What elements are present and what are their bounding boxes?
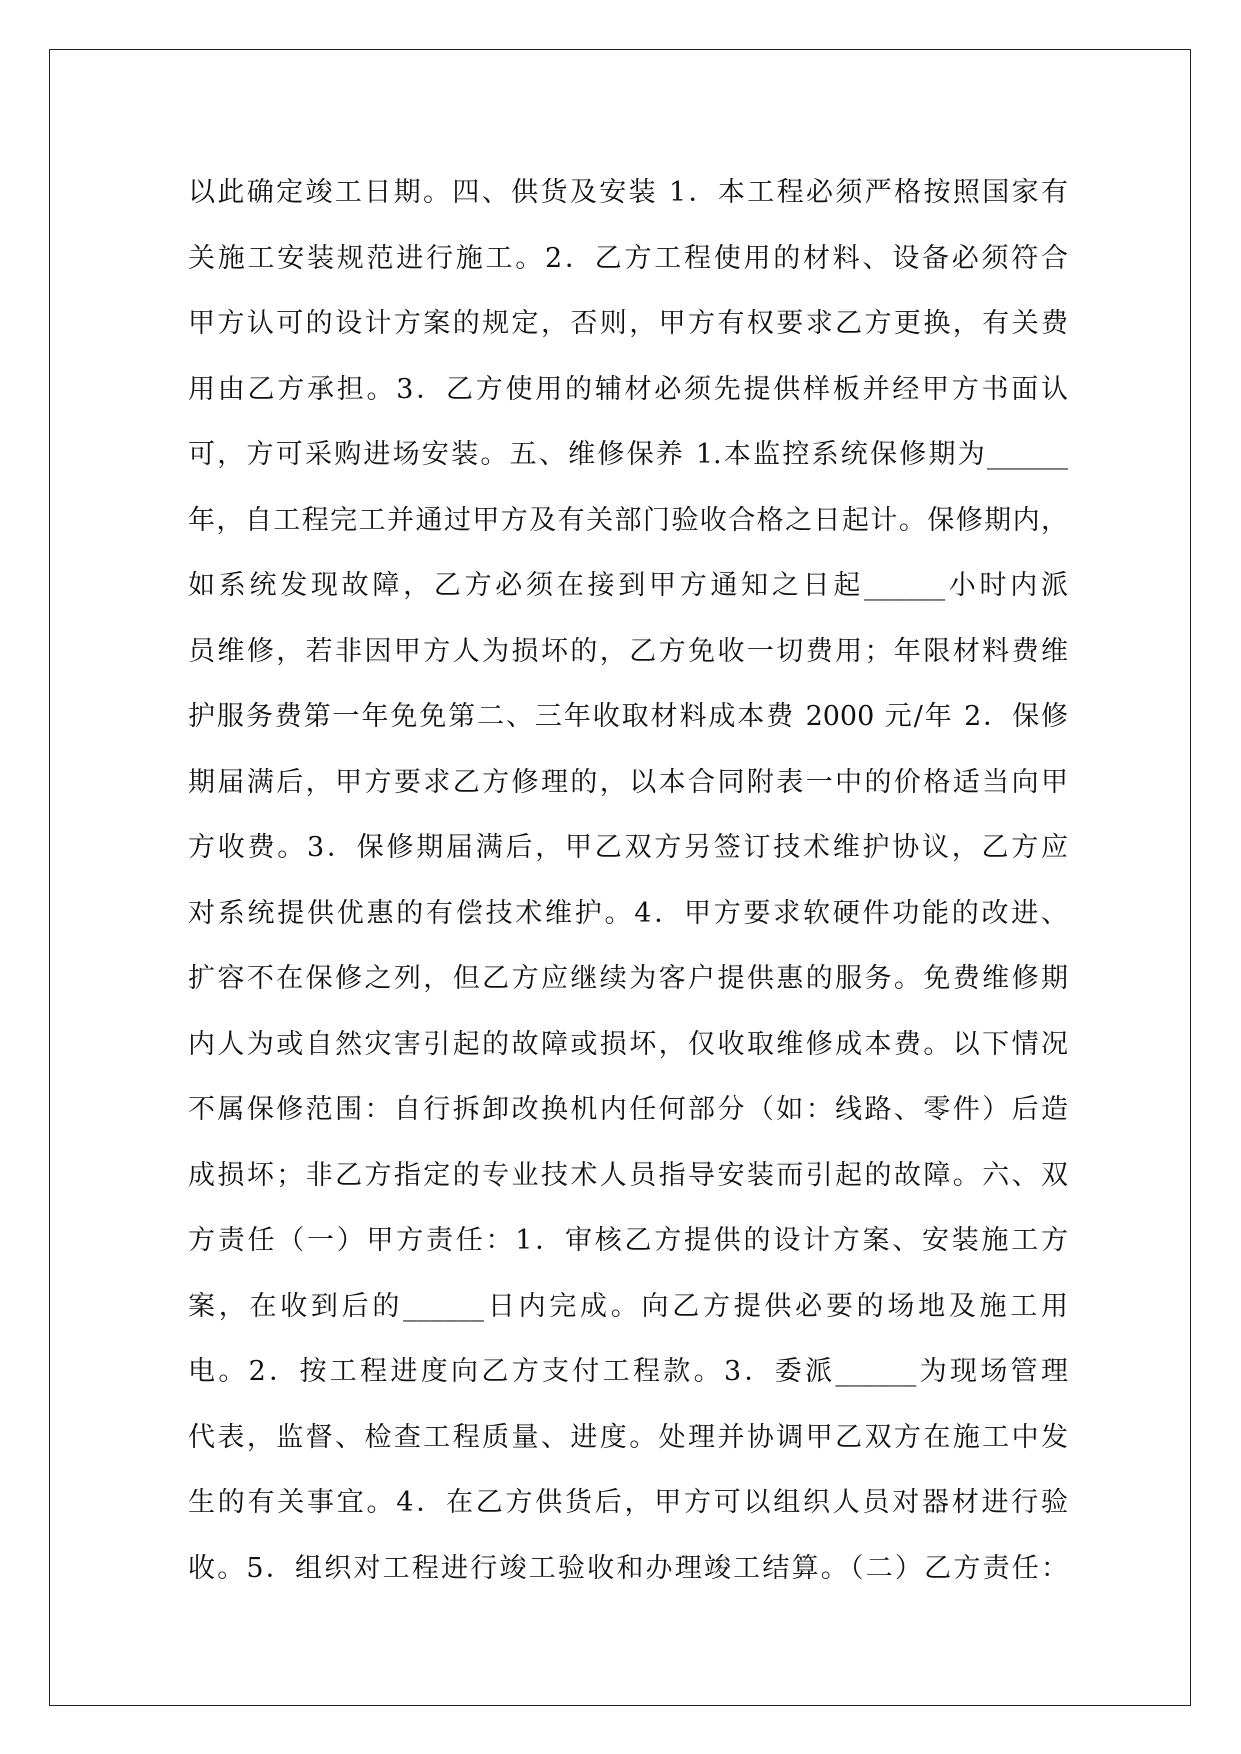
text-line: 案，在收到后的______日内完成。向乙方提供必要的场地及施工用 [188, 1290, 1068, 1322]
text-line: 方收费。3．保修期届满后，甲乙双方另签订技术维护协议，乙方应 [188, 832, 1068, 863]
text-line: 电。2．按工程进度向乙方支付工程款。3．委派______为现场管理 [188, 1356, 1068, 1387]
text-line: 收。5．组织对工程进行竣工验收和办理竣工结算。（二）乙方责任： [188, 1552, 1068, 1584]
text-line: 用由乙方承担。3．乙方使用的辅材必须先提供样板并经甲方书面认 [188, 373, 1068, 405]
text-line: 如系统发现故障，乙方必须在接到甲方通知之日起______小时内派 [188, 570, 1068, 601]
text-line: 关施工安装规范进行施工。2．乙方工程使用的材料、设备必须符合 [188, 242, 1068, 274]
text-line: 可，方可采购进场安装。五、维修保养 1.本监控系统保修期为______ [188, 439, 1068, 470]
text-line: 期届满后，甲方要求乙方修理的，以本合同附表一中的价格适当向甲 [188, 766, 1068, 798]
text-line: 代表，监督、检查工程质量、进度。处理并协调甲乙双方在施工中发 [188, 1421, 1068, 1453]
text-line: 生的有关事宜。4．在乙方供货后，甲方可以组织人员对器材进行验 [188, 1487, 1068, 1518]
contract-text-body [188, 160, 1068, 1601]
text-line: 内人为或自然灾害引起的故障或损坏，仅收取维修成本费。以下情况 [188, 1028, 1068, 1060]
text-line: 对系统提供优惠的有偿技术维护。4．甲方要求软硬件功能的改进、 [188, 897, 1068, 929]
text-line: 成损坏；非乙方指定的专业技术人员指导安装而引起的故障。六、双 [188, 1159, 1068, 1191]
text-line: 护服务费第一年免免第二、三年收取材料成本费 2000 元/年 2．保修 [188, 701, 1068, 732]
text-line: 扩容不在保修之列，但乙方应继续为客户提供惠的服务。免费维修期 [188, 963, 1068, 994]
text-line: 员维修，若非因甲方人为损坏的，乙方免收一切费用；年限材料费维 [188, 635, 1068, 667]
text-line: 方责任（一）甲方责任：1．审核乙方提供的设计方案、安装施工方 [188, 1225, 1068, 1256]
text-line: 甲方认可的设计方案的规定，否则，甲方有权要求乙方更换，有关费 [188, 308, 1068, 339]
text-line: 不属保修范围：自行拆卸改换机内任何部分（如：线路、零件）后造 [188, 1094, 1068, 1125]
text-line: 年，自工程完工并通过甲方及有关部门验收合格之日起计。保修期内， [188, 504, 1068, 536]
text-line: 以此确定竣工日期。四、供货及安装 1．本工程必须严格按照国家有 [188, 177, 1068, 208]
